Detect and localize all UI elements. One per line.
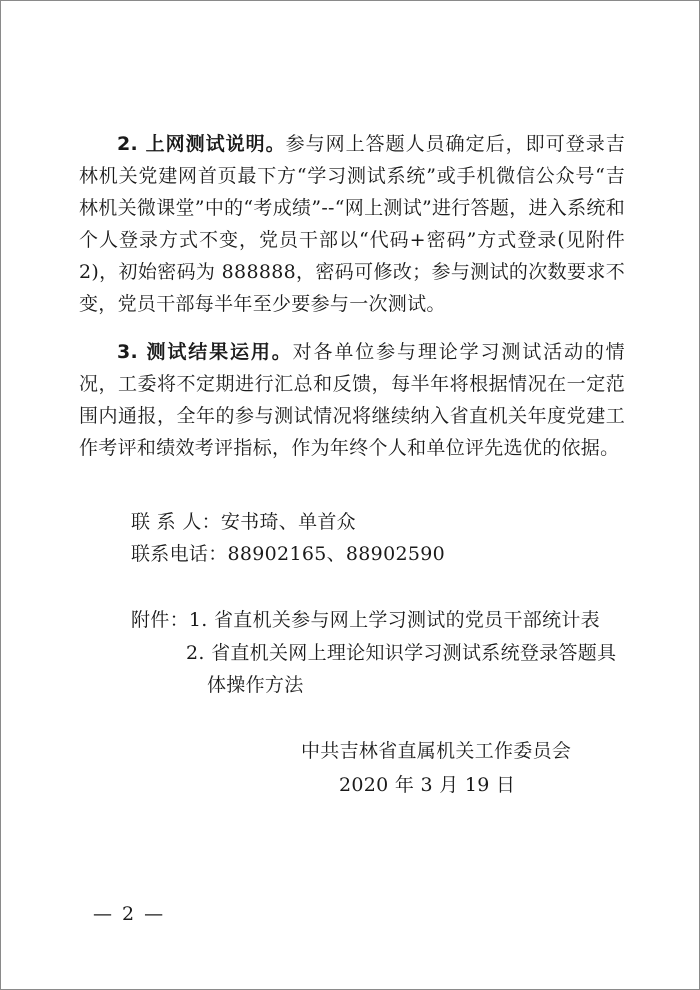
section-3-heading: 3. 测试结果运用。 [117, 341, 293, 363]
section-2-paragraph [79, 128, 625, 320]
contact-person: 联 系 人：安书琦、单首众 [131, 511, 356, 533]
section-3-paragraph [79, 336, 625, 464]
attachment-item-2-continued: 体操作方法 [207, 674, 304, 696]
signature-date: 2020 年 3 月 19 日 [339, 774, 516, 796]
section-2-heading: 2. 上网测试说明。 [117, 133, 286, 155]
attachment-item-1: 附件：1. 省直机关参与网上学习测试的党员干部统计表 [131, 609, 600, 631]
contact-phone: 联系电话：88902165、88902590 [131, 543, 446, 565]
signature-organization: 中共吉林省直属机关工作委员会 [301, 740, 572, 762]
section-2-text: 参与网上答题人员确定后，即可登录吉林机关党建网首页最下方“学习测试系统”或手机微信公众号“吉林机关微课堂”中的“考成绩”--“网上测试”进行答题，进入系统和个人登录方式不变，党员干部以“代码+密码”方式登录(见附件 2)，初始密码为 888888，密码可修改；参与测试的次数要求不变，党员干部每半年至少要参与一次测试。 [79, 133, 626, 315]
attachment-item-2: 2. 省直机关网上理论知识学习测试系统登录答题具 [186, 642, 617, 664]
section-3-text: 对各单位参与理论学习测试活动的情况，工委将不定期进行汇总和反馈，每半年将根据情况在一定范围内通报，全年的参与测试情况将继续纳入省直机关年度党建工作考评和绩效考评指标，作为年终个人和单位评先选优的依据。 [79, 341, 625, 459]
page-number: — 2 — [93, 903, 166, 925]
